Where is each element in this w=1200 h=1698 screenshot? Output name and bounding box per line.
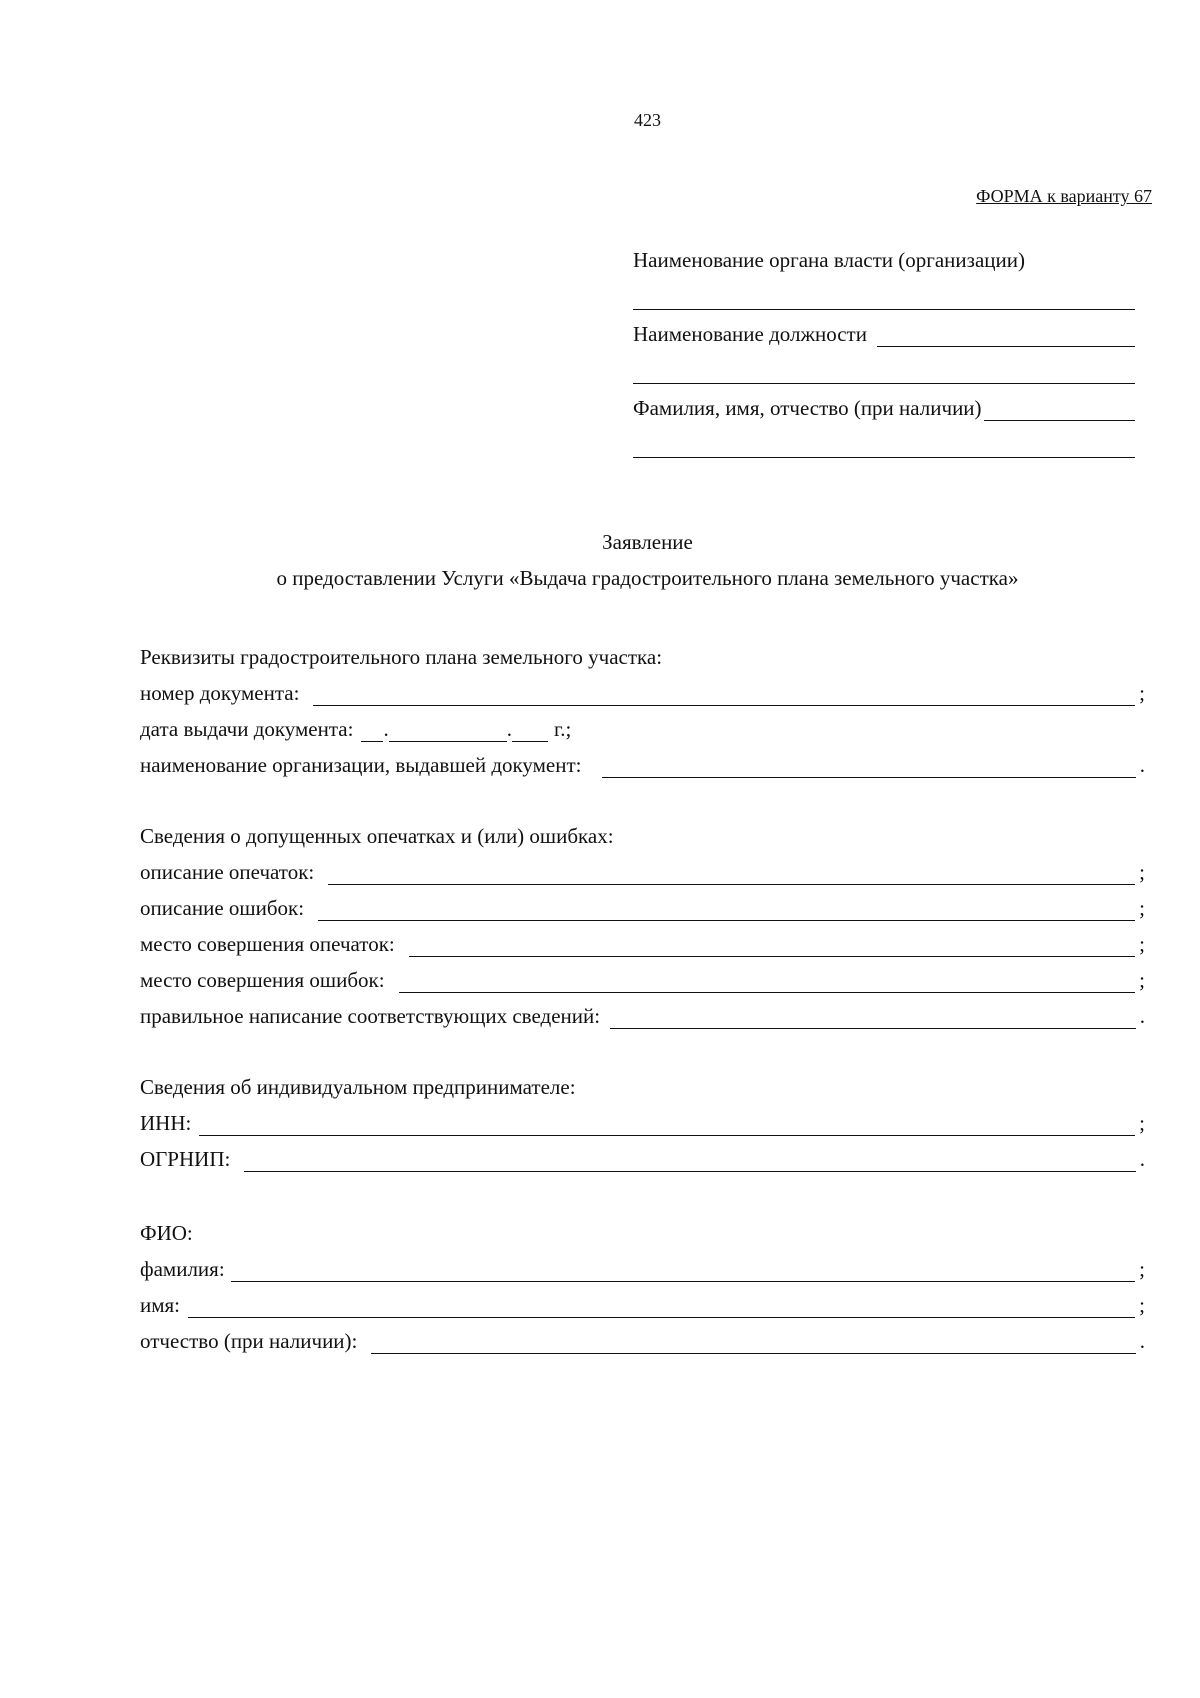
issue-day-field[interactable] — [361, 719, 383, 742]
surname-field[interactable] — [231, 1259, 1135, 1282]
position-row — [633, 314, 1135, 347]
patronymic-row — [140, 1318, 1145, 1354]
position-label: Наименование должности — [633, 322, 867, 346]
document-title: Заявление — [602, 530, 693, 554]
page-number: 423 — [634, 110, 661, 130]
authority-field[interactable] — [633, 273, 1135, 310]
errors-place-row — [140, 957, 1145, 993]
name-field[interactable] — [188, 1295, 1135, 1318]
semicolon: ; — [1139, 860, 1145, 884]
ogrnip-row — [140, 1136, 1145, 1172]
year-suffix: г.; — [553, 717, 572, 741]
issue-date-label: дата выдачи документа: — [140, 717, 354, 741]
semicolon: ; — [1139, 932, 1145, 956]
typos-place-row — [140, 921, 1145, 957]
errors-place-label: место совершения ошибок: — [140, 968, 385, 992]
period: . — [1139, 1004, 1145, 1028]
doc-number-field[interactable] — [313, 683, 1135, 706]
semicolon: ; — [1139, 968, 1145, 992]
inn-field[interactable] — [199, 1113, 1135, 1136]
surname-row — [140, 1246, 1145, 1282]
issue-year-field[interactable] — [512, 719, 548, 742]
section-plan-heading-text: Реквизиты градостроительного плана земельного участка: — [140, 645, 663, 669]
typos-place-label: место совершения опечаток: — [140, 932, 395, 956]
fio-field[interactable] — [984, 398, 1135, 421]
issuing-org-label: наименование организации, выдавшей документ: — [140, 753, 582, 777]
name-row — [140, 1282, 1145, 1318]
correct-spelling-label: правильное написание соответствующих сведений: — [140, 1004, 601, 1028]
section-ip-heading-text: Сведения об индивидуальном предпринимателе: — [140, 1075, 576, 1099]
section-fio — [140, 1210, 1145, 1354]
doc-number-row — [140, 670, 1145, 706]
section-errors — [140, 813, 1145, 1029]
document-subtitle: о предоставлении Услуги «Выдача градостроительного плана земельного участка» — [276, 566, 1019, 590]
section-errors-heading-text: Сведения о допущенных опечатках и (или) ошибках: — [140, 824, 614, 848]
position-field-2[interactable] — [633, 347, 1135, 384]
typos-place-field[interactable] — [409, 934, 1135, 957]
issuing-org-field[interactable] — [602, 755, 1136, 778]
typos-desc-label: описание опечаток: — [140, 860, 315, 884]
semicolon: ; — [1139, 1293, 1145, 1317]
fio-row — [633, 388, 1135, 421]
section-plan-heading — [140, 634, 1145, 670]
inn-label: ИНН: — [140, 1111, 192, 1135]
section-ip-heading — [140, 1064, 1145, 1100]
errors-desc-row — [140, 885, 1145, 921]
semicolon: ; — [1139, 896, 1145, 920]
semicolon: ; — [1139, 1111, 1145, 1135]
inn-row — [140, 1100, 1145, 1136]
authority-label-row — [633, 240, 1135, 273]
fio-field-2[interactable] — [633, 421, 1135, 458]
section-ip — [140, 1064, 1145, 1172]
doc-number-label: номер документа: — [140, 681, 300, 705]
date-dot: . — [383, 717, 389, 741]
section-fio-heading-text: ФИО: — [140, 1221, 193, 1245]
section-plan — [140, 634, 1145, 778]
semicolon: ; — [1139, 681, 1145, 705]
errors-desc-label: описание ошибок: — [140, 896, 305, 920]
authority-label: Наименование органа власти (организации) — [633, 248, 1025, 272]
form-reference: ФОРМА к варианту 67 — [976, 186, 1152, 206]
period: . — [1139, 1329, 1145, 1353]
period: . — [1139, 1147, 1145, 1171]
typos-desc-field[interactable] — [328, 862, 1135, 885]
ogrnip-label: ОГРНИП: — [140, 1147, 231, 1171]
issue-month-field[interactable] — [389, 719, 507, 742]
position-field[interactable] — [877, 324, 1135, 347]
correct-spelling-field[interactable] — [610, 1006, 1136, 1029]
surname-label: фамилия: — [140, 1257, 225, 1281]
ogrnip-field[interactable] — [244, 1149, 1135, 1172]
semicolon: ; — [1139, 1257, 1145, 1281]
date-dot: . — [506, 717, 512, 741]
name-label: имя: — [140, 1293, 181, 1317]
section-errors-heading — [140, 813, 1145, 849]
addressee-block — [633, 240, 1135, 458]
errors-place-field[interactable] — [399, 970, 1136, 993]
typos-desc-row — [140, 849, 1145, 885]
section-fio-heading — [140, 1210, 1145, 1246]
period: . — [1139, 753, 1145, 777]
issue-date-row — [140, 706, 1145, 742]
errors-desc-field[interactable] — [318, 898, 1135, 921]
patronymic-label: отчество (при наличии): — [140, 1329, 358, 1353]
issuing-org-row — [140, 742, 1145, 778]
correct-spelling-row — [140, 993, 1145, 1029]
patronymic-field[interactable] — [371, 1331, 1135, 1354]
fio-label: Фамилия, имя, отчество (при наличии) — [633, 396, 982, 420]
